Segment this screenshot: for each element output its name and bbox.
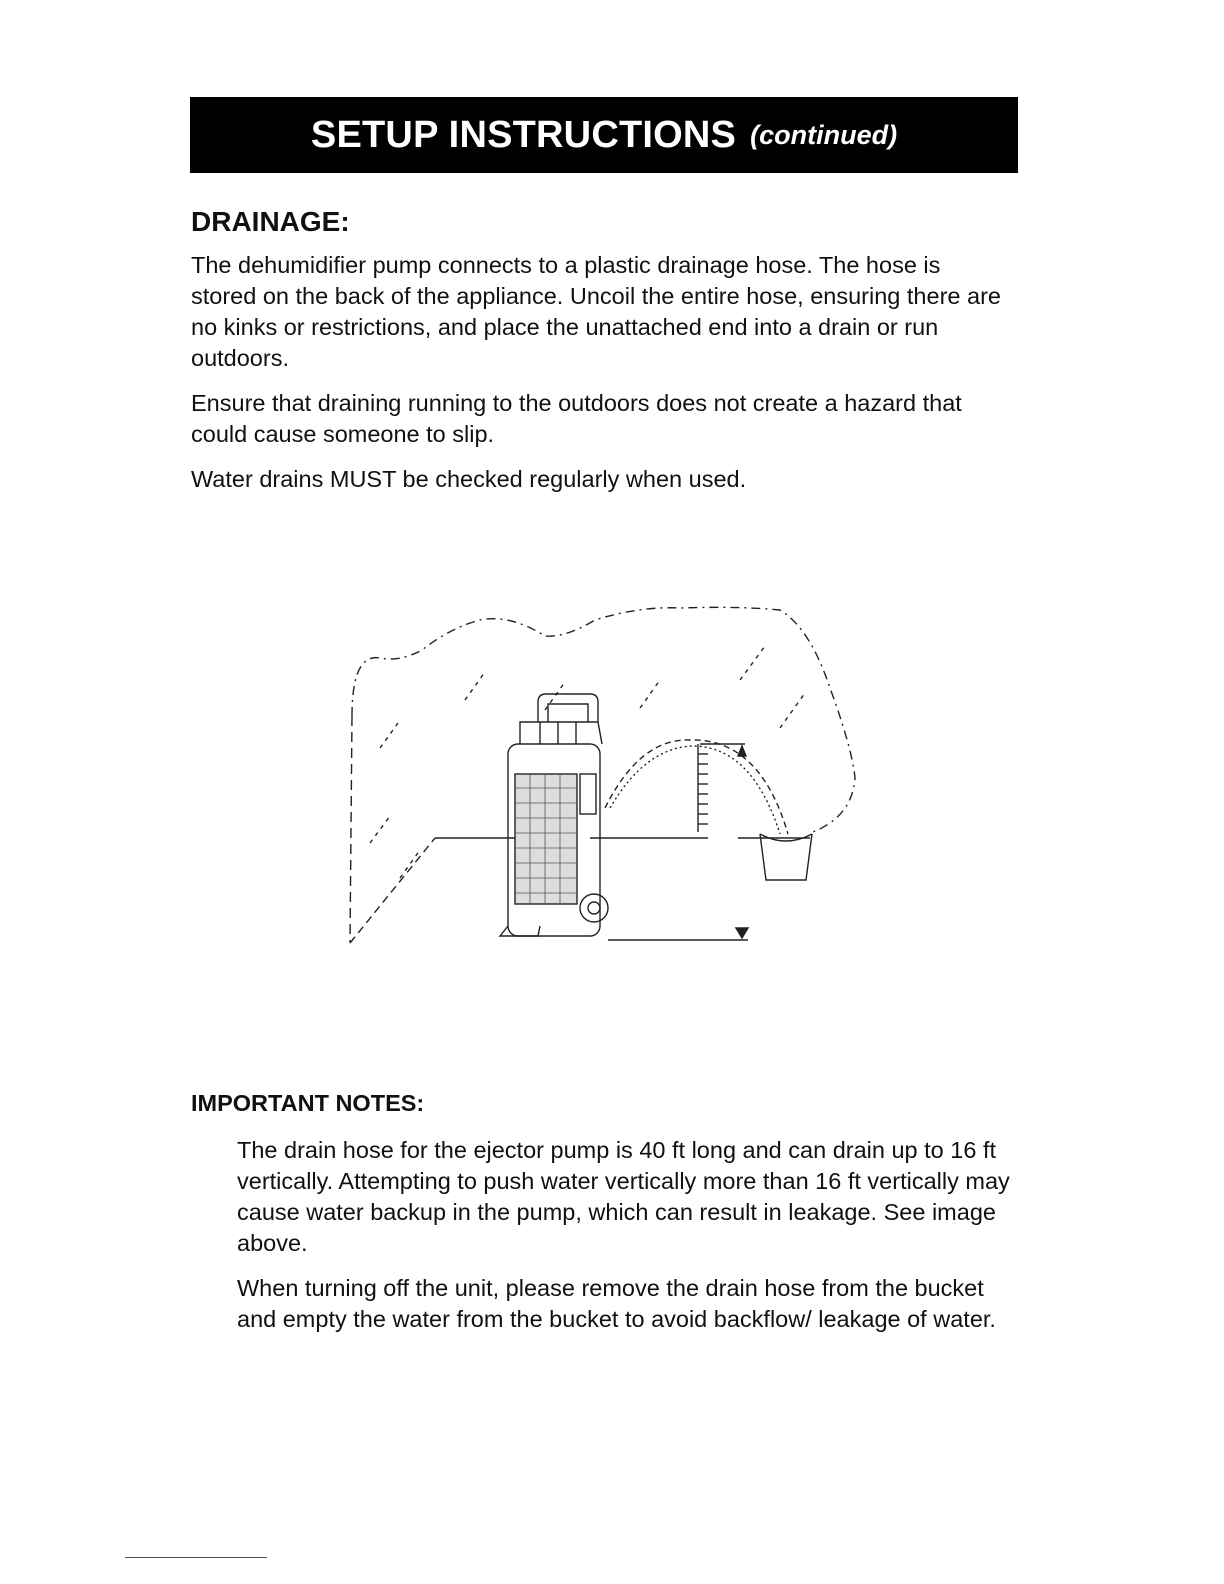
dehumidifier-drain-hose-diagram-icon — [340, 598, 870, 958]
banner-title: SETUP INSTRUCTIONS — [310, 113, 737, 156]
important-notes-heading: IMPORTANT NOTES: — [191, 1090, 425, 1116]
drainage-paragraph-1: The dehumidifier pump connects to a plastic drainage hose. The hose is stored on the back of the appliance. Uncoil the entire hose, ensuring there are no kinks or restrictions, and place the unattached end into a drain or run outdoors. — [191, 252, 1001, 371]
important-note-2: When turning off the unit, please remove the drain hose from the bucket and empty the water from the bucket to avoid backflow/ leakage of water. — [237, 1275, 996, 1332]
banner-subtitle: (continued) — [750, 119, 898, 150]
page-banner — [190, 97, 1018, 173]
drainage-heading: DRAINAGE: — [191, 206, 350, 237]
drainage-paragraph-2: Ensure that draining running to the outdoors does not create a hazard that could cause someone to slip. — [191, 390, 962, 447]
footer-divider — [125, 1557, 267, 1558]
important-note-1: The drain hose for the ejector pump is 40 ft long and can drain up to 16 ft vertically. Attempting to push water vertically more than 16 ft vertically may cause water backup in the pump, which can result in leakage. See image above. — [237, 1137, 1010, 1256]
drainage-paragraph-3: Water drains MUST be checked regularly when used. — [191, 466, 747, 492]
